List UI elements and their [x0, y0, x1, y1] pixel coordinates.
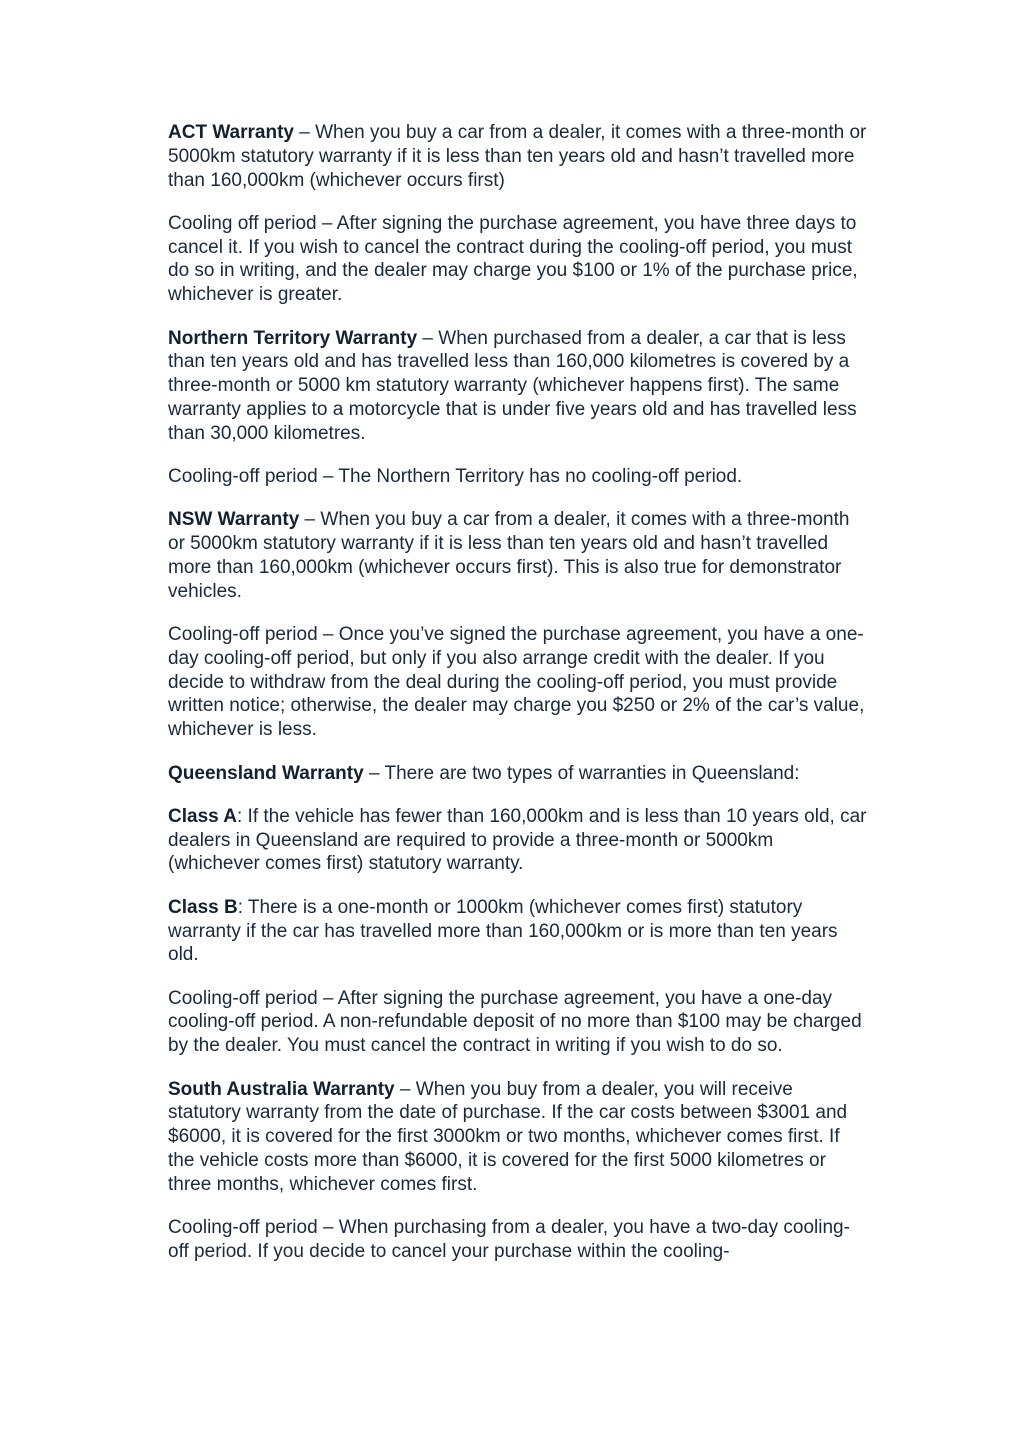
paragraph-text: – There are two types of warranties in Queensland: — [363, 762, 800, 784]
paragraph-sa-cooling-off — [168, 1216, 868, 1264]
document-page — [168, 121, 868, 1283]
heading-qld-warranty: Queensland Warranty — [168, 762, 364, 784]
heading-act-warranty: ACT Warranty — [168, 122, 294, 143]
paragraph-text: – When purchased from a dealer, a car that is less than ten years old and has travelled less than 160,000 kilometres is covered by a three-month or 5000 km statutory warranty (whichever happens first). The same warranty applies to a motorcycle that is under five years old and has travelled less than 30,000 kilometres. — [168, 327, 857, 444]
heading-nt-warranty: Northern Territory Warranty — [168, 327, 418, 349]
heading-class-b: Class B — [168, 896, 238, 918]
paragraph-text: Cooling-off period – When purchasing from a dealer, you have a two-day cooling-off period. If you decide to cancel your purchase within the cooling- — [168, 1216, 850, 1262]
heading-sa-warranty: South Australia Warranty — [168, 1078, 395, 1100]
paragraph-text: – When you buy from a dealer, you will receive statutory warranty from the date of purchase. If the car costs between $3001 and $6000, it is covered for the first 3000km or two months, whichever comes first. If the vehicle costs more than $6000, it is covered for the first 5000 kilometres or three months, whichever comes first. — [168, 1078, 848, 1195]
paragraph-qld-class-b — [168, 896, 868, 967]
paragraph-act-cooling-off — [168, 212, 868, 307]
paragraph-qld-warranty — [168, 762, 868, 786]
paragraph-nsw-warranty — [168, 508, 868, 603]
paragraph-nt-cooling-off — [168, 465, 868, 489]
paragraph-text: – When you buy a car from a dealer, it comes with a three-month or 5000km statutory warranty if it is less than ten years old and hasn’t travelled more than 160,000km (whichever occurs first) — [168, 122, 867, 191]
paragraph-text: Cooling-off period – Once you’ve signed the purchase agreement, you have a one-day cooling-off period, but only if you also arrange credit with the dealer. If you decide to withdraw from the deal during the cooling-off period, you must provide written notice; otherwise, the dealer may charge you $250 or 2% of the car’s value, whichever is less. — [168, 624, 865, 741]
paragraph-text: Cooling off period – After signing the purchase agreement, you have three days to cancel it. If you wish to cancel the contract during the cooling-off period, you must do so in writing, and the dealer may charge you $100 or 1% of the purchase price, whichever is greater. — [168, 212, 858, 306]
paragraph-text: : If the vehicle has fewer than 160,000km and is less than 10 years old, car dealers in Queensland are required to provide a three-month or 5000km (whichever comes first) statutory warranty. — [168, 805, 867, 875]
paragraph-text: : There is a one-month or 1000km (whichever comes first) statutory warranty if the car has travelled more than 160,000km or is more than ten years old. — [168, 896, 838, 966]
paragraph-sa-warranty — [168, 1078, 868, 1197]
paragraph-nt-warranty — [168, 327, 868, 446]
paragraph-nsw-cooling-off — [168, 623, 868, 742]
heading-class-a: Class A — [168, 805, 237, 827]
paragraph-act-warranty — [168, 121, 868, 192]
heading-nsw-warranty: NSW Warranty — [168, 509, 300, 531]
paragraph-text: Cooling-off period – After signing the purchase agreement, you have a one-day cooling-off period. A non-refundable deposit of no more than $100 may be charged by the dealer. You must cancel the contract in writing if you wish to do so. — [168, 987, 862, 1057]
paragraph-text: – When you buy a car from a dealer, it comes with a three-month or 5000km statutory warranty if it is less than ten years old and hasn’t travelled more than 160,000km (whichever occurs first). This is also true for demonstrator vehicles. — [168, 509, 850, 602]
paragraph-qld-cooling-off — [168, 987, 868, 1058]
paragraph-qld-class-a — [168, 805, 868, 876]
paragraph-text: Cooling-off period – The Northern Territory has no cooling-off period. — [168, 466, 743, 488]
